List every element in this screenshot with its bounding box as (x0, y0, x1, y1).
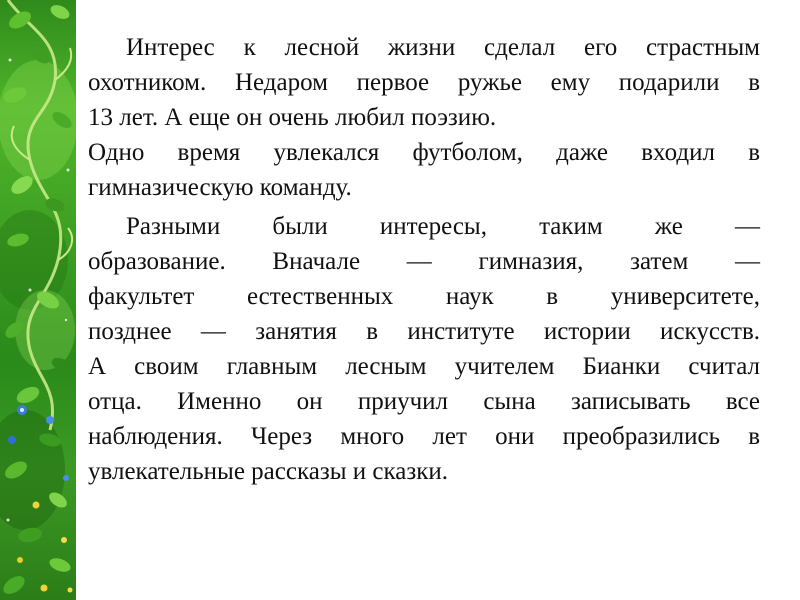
paragraph (88, 135, 760, 205)
vine-leaves-image (0, 0, 76, 600)
text-body (88, 30, 760, 489)
paragraph (88, 30, 760, 135)
text-line: Разными были интересы, таким же — (126, 213, 760, 240)
text-line: охотником. Недаром первое ружье ему подарили в (88, 69, 760, 96)
text-line: наблюдения. Через много лет они преобразились в (88, 423, 760, 450)
text-line: гимназическую команду. (88, 174, 352, 201)
text-line: позднее — занятия в институте истории искусств. (88, 318, 760, 345)
paragraph (88, 209, 760, 489)
text-line: А своим главным лесным учителем Бианки считал (88, 353, 760, 380)
forest-decoration (0, 0, 76, 600)
text-line: Интерес к лесной жизни сделал его страстным (126, 34, 760, 61)
text-line: увлекательные рассказы и сказки. (88, 458, 448, 485)
text-line: 13 лет. А еще он очень любил поэзию. (88, 104, 497, 131)
text-line: отца. Именно он приучил сына записывать все (88, 388, 760, 415)
text-line: факультет естественных наук в университете, (88, 283, 760, 310)
text-line: образование. Вначале — гимназия, затем — (88, 248, 760, 275)
text-line: Одно время увлекался футболом, даже входил в (88, 139, 760, 166)
